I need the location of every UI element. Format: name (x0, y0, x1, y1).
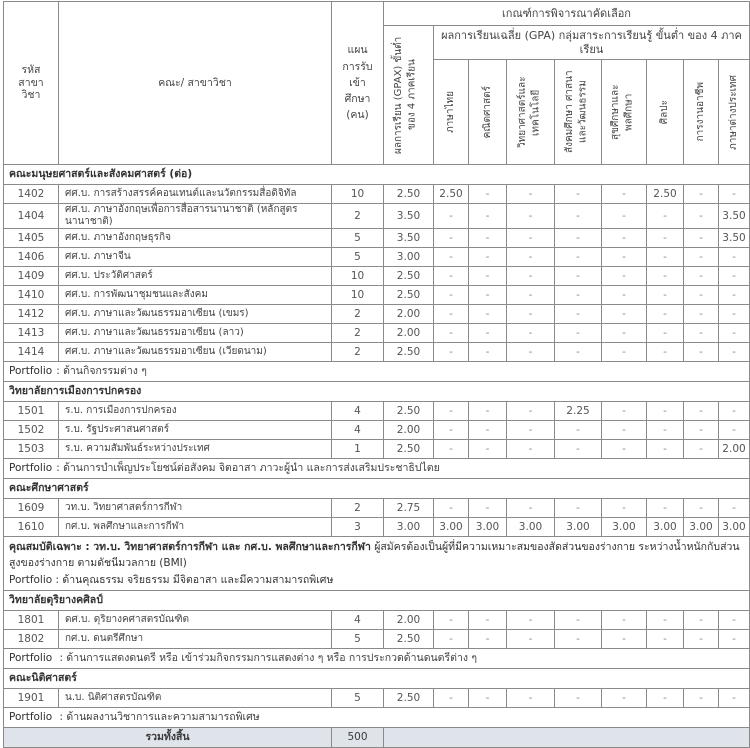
program-name: ร.บ. รัฐประศาสนศาสตร์ (59, 421, 332, 440)
min-subject-gpa: - (602, 688, 647, 707)
min-subject-gpa: - (434, 402, 469, 421)
min-subject-gpa: - (469, 610, 507, 629)
table-row (4, 499, 750, 518)
min-subject-gpa: - (602, 267, 647, 286)
min-gpax: 2.50 (384, 343, 434, 362)
admission-plan: 5 (332, 629, 384, 648)
min-subject-gpa: - (647, 324, 684, 343)
min-subject-gpa: - (507, 185, 555, 204)
table-row (4, 185, 750, 204)
admission-plan: 2 (332, 499, 384, 518)
min-subject-gpa: - (555, 305, 602, 324)
program-name: ศศ.บ. ภาษาอังกฤษธุรกิจ (59, 229, 332, 248)
header-gpa-group: ผลการเรียนเฉลี่ย (GPA) กลุ่มสาระการเรียนรู้ ขั้นต่ำ ของ 4 ภาคเรียน (434, 26, 750, 60)
min-subject-gpa: - (434, 229, 469, 248)
header-criteria: เกณฑ์การพิจารณาคัดเลือก (384, 2, 750, 26)
program-name: ศศ.บ. ภาษาและวัฒนธรรมอาเซียน (เขมร) (59, 305, 332, 324)
min-subject-gpa: - (684, 305, 719, 324)
min-subject-gpa: - (434, 305, 469, 324)
program-name: ศศ.บ. การสร้างสรรค์คอนเทนต์และนวัตกรรมสื่อดิจิทัล (59, 185, 332, 204)
min-subject-gpa: 2.50 (434, 185, 469, 204)
min-subject-gpa: - (555, 324, 602, 343)
min-subject-gpa: - (507, 248, 555, 267)
table-row (4, 267, 750, 286)
section-title: วิทยาลัยดุริยางคศิลป์ (4, 590, 750, 610)
table-row (4, 248, 750, 267)
min-gpax: 3.50 (384, 229, 434, 248)
min-subject-gpa: - (647, 421, 684, 440)
portfolio-row (4, 707, 750, 727)
min-subject-gpa: - (719, 185, 750, 204)
special-qualification (4, 537, 750, 591)
section-header (4, 382, 750, 402)
section-title: คณะศึกษาศาสตร์ (4, 479, 750, 499)
min-subject-gpa: 3.00 (507, 518, 555, 537)
min-subject-gpa: - (602, 229, 647, 248)
min-subject-gpa: - (719, 324, 750, 343)
min-subject-gpa: - (507, 267, 555, 286)
min-subject-gpa: - (602, 440, 647, 459)
portfolio (4, 362, 750, 382)
min-subject-gpa: - (469, 204, 507, 229)
min-subject-gpa: - (555, 499, 602, 518)
program-code: 1406 (4, 248, 59, 267)
program-code: 1404 (4, 204, 59, 229)
table-row (4, 343, 750, 362)
min-subject-gpa: - (719, 629, 750, 648)
header-subject-thai (434, 60, 469, 165)
min-subject-gpa: - (507, 421, 555, 440)
min-subject-gpa: - (719, 248, 750, 267)
min-subject-gpa: - (469, 185, 507, 204)
special-qualification-row (4, 537, 750, 591)
min-gpax: 3.50 (384, 204, 434, 229)
admission-plan: 2 (332, 305, 384, 324)
section-header (4, 668, 750, 688)
subject-label: ภาษาไทย (445, 91, 457, 133)
min-subject-gpa: - (684, 248, 719, 267)
min-subject-gpa: - (719, 688, 750, 707)
header-plan: แผน การรับ เข้า ศึกษา (คน) (332, 2, 384, 165)
program-code: 1610 (4, 518, 59, 537)
min-subject-gpa: - (719, 421, 750, 440)
min-subject-gpa: - (684, 204, 719, 229)
min-subject-gpa: - (434, 286, 469, 305)
min-subject-gpa: - (507, 688, 555, 707)
program-name: ร.บ. การเมืองการปกครอง (59, 402, 332, 421)
program-code: 1503 (4, 440, 59, 459)
min-subject-gpa: - (602, 324, 647, 343)
min-subject-gpa: 3.00 (647, 518, 684, 537)
min-subject-gpa: - (555, 421, 602, 440)
program-name: ศศ.บ. ภาษาและวัฒนธรรมอาเซียน (ลาว) (59, 324, 332, 343)
min-subject-gpa: 3.50 (719, 204, 750, 229)
min-subject-gpa: - (647, 229, 684, 248)
min-subject-gpa: - (684, 229, 719, 248)
min-gpax: 2.50 (384, 440, 434, 459)
section-header (4, 165, 750, 185)
min-subject-gpa: - (602, 343, 647, 362)
min-subject-gpa: - (555, 440, 602, 459)
program-code: 1414 (4, 343, 59, 362)
min-subject-gpa: - (434, 343, 469, 362)
subject-label: วิทยาศาสตร์และ เทคโนโลยี (516, 76, 541, 148)
min-subject-gpa: - (469, 305, 507, 324)
min-subject-gpa: - (555, 248, 602, 267)
min-subject-gpa: - (684, 440, 719, 459)
program-name: ศศ.บ. ภาษาอังกฤษเพื่อการสื่อสารนานาชาติ (หลักสูตรนานาชาติ) (59, 204, 332, 229)
portfolio-text: : ด้านคุณธรรม จริยธรรม มีจิตอาสา และมีความสามารถพิเศษ (52, 573, 334, 586)
portfolio-row (4, 362, 750, 382)
min-subject-gpa: - (469, 248, 507, 267)
section-title: คณะนิติศาสตร์ (4, 668, 750, 688)
portfolio (4, 707, 750, 727)
min-subject-gpa: - (434, 248, 469, 267)
min-gpax: 2.50 (384, 688, 434, 707)
min-subject-gpa: - (684, 402, 719, 421)
min-subject-gpa: - (507, 229, 555, 248)
min-gpax: 2.50 (384, 629, 434, 648)
section-header (4, 479, 750, 499)
min-subject-gpa: - (647, 402, 684, 421)
portfolio-row (4, 648, 750, 668)
min-subject-gpa: 2.00 (719, 440, 750, 459)
min-subject-gpa: - (434, 204, 469, 229)
min-subject-gpa: - (507, 629, 555, 648)
min-subject-gpa: - (469, 440, 507, 459)
section-header (4, 590, 750, 610)
min-subject-gpa: - (469, 229, 507, 248)
min-subject-gpa: - (602, 610, 647, 629)
min-subject-gpa: - (555, 629, 602, 648)
min-subject-gpa: - (684, 324, 719, 343)
min-subject-gpa: - (684, 286, 719, 305)
min-subject-gpa: - (719, 286, 750, 305)
admission-plan: 3 (332, 518, 384, 537)
min-subject-gpa: - (434, 421, 469, 440)
special-qualification-label: คุณสมบัติเฉพาะ : วท.บ. วิทยาศาสตร์การกีฬา และ กศ.บ. พลศึกษาและการกีฬา (9, 541, 371, 553)
min-subject-gpa: 2.50 (647, 185, 684, 204)
min-gpax: 2.50 (384, 402, 434, 421)
min-subject-gpa: - (469, 286, 507, 305)
program-name: กศ.บ. พลศึกษาและการกีฬา (59, 518, 332, 537)
header-subject-art (647, 60, 684, 165)
min-gpax: 3.00 (384, 518, 434, 537)
table-row (4, 688, 750, 707)
min-gpax: 2.50 (384, 185, 434, 204)
min-gpax: 2.00 (384, 324, 434, 343)
table-row (4, 305, 750, 324)
header-gpax-label: ผลการเรียน (GPAX) ขั้นต่ำ ของ 4 ภาคเรียน (392, 36, 417, 154)
program-code: 1409 (4, 267, 59, 286)
min-gpax: 2.00 (384, 305, 434, 324)
min-subject-gpa: - (469, 343, 507, 362)
min-subject-gpa: - (434, 610, 469, 629)
program-code: 1609 (4, 499, 59, 518)
min-subject-gpa: - (719, 343, 750, 362)
min-subject-gpa: - (434, 688, 469, 707)
min-subject-gpa: - (684, 499, 719, 518)
portfolio-label: Portfolio (9, 711, 53, 723)
table-row (4, 629, 750, 648)
min-subject-gpa: - (555, 267, 602, 286)
min-subject-gpa: - (555, 286, 602, 305)
subject-label: สังคมศึกษา ศาสนา และวัฒนธรรม (564, 70, 589, 154)
min-subject-gpa: - (602, 286, 647, 305)
total-label: รวมทั้งสิ้น (4, 727, 332, 747)
min-subject-gpa: - (507, 305, 555, 324)
program-name: น.บ. นิติศาสตรบัณฑิต (59, 688, 332, 707)
subject-label: ภาษาต่างประเทศ (728, 74, 740, 150)
portfolio-label: Portfolio (9, 573, 53, 586)
admission-plan: 10 (332, 267, 384, 286)
min-subject-gpa: - (507, 324, 555, 343)
min-subject-gpa: - (469, 499, 507, 518)
portfolio (4, 459, 750, 479)
min-subject-gpa: - (434, 629, 469, 648)
admission-plan: 10 (332, 185, 384, 204)
min-subject-gpa: - (602, 204, 647, 229)
min-subject-gpa: - (684, 421, 719, 440)
min-gpax: 2.50 (384, 267, 434, 286)
admission-plan: 5 (332, 688, 384, 707)
admission-plan: 5 (332, 248, 384, 267)
portfolio-row (4, 459, 750, 479)
min-subject-gpa: - (555, 185, 602, 204)
admission-plan: 2 (332, 204, 384, 229)
min-subject-gpa: - (469, 324, 507, 343)
min-subject-gpa: - (555, 229, 602, 248)
min-subject-gpa: - (507, 440, 555, 459)
header-subject-health (602, 60, 647, 165)
total-value: 500 (332, 727, 384, 747)
header-program: คณะ/ สาขาวิชา (59, 2, 332, 165)
min-subject-gpa: 3.00 (434, 518, 469, 537)
table-row (4, 421, 750, 440)
portfolio-label: Portfolio (9, 652, 53, 664)
min-subject-gpa: - (602, 402, 647, 421)
min-subject-gpa: - (647, 305, 684, 324)
min-subject-gpa: - (647, 688, 684, 707)
min-subject-gpa: - (507, 204, 555, 229)
min-subject-gpa: - (507, 610, 555, 629)
table-row (4, 286, 750, 305)
header-subject-foreign (719, 60, 750, 165)
header-subject-social (555, 60, 602, 165)
table-row (4, 324, 750, 343)
admission-plan: 4 (332, 402, 384, 421)
min-subject-gpa: - (719, 610, 750, 629)
min-subject-gpa: - (647, 440, 684, 459)
program-code: 1413 (4, 324, 59, 343)
section-title: วิทยาลัยการเมืองการปกครอง (4, 382, 750, 402)
portfolio-text: : ด้านกิจกรรมต่าง ๆ (56, 365, 147, 378)
min-subject-gpa: - (684, 185, 719, 204)
min-subject-gpa: - (719, 402, 750, 421)
min-subject-gpa: - (507, 499, 555, 518)
min-subject-gpa: - (434, 267, 469, 286)
subject-label: คณิตศาสตร์ (481, 85, 493, 139)
program-code: 1402 (4, 185, 59, 204)
min-subject-gpa: - (647, 286, 684, 305)
min-subject-gpa: - (555, 610, 602, 629)
min-subject-gpa: - (434, 440, 469, 459)
admission-plan: 10 (332, 286, 384, 305)
table-row (4, 204, 750, 229)
min-subject-gpa: 3.00 (684, 518, 719, 537)
min-subject-gpa: 3.00 (719, 518, 750, 537)
min-subject-gpa: - (469, 267, 507, 286)
min-subject-gpa: - (719, 499, 750, 518)
min-subject-gpa: - (602, 185, 647, 204)
program-name: วท.บ. วิทยาศาสตร์การกีฬา (59, 499, 332, 518)
subject-label: ศิลปะ (659, 99, 671, 125)
min-subject-gpa: - (647, 248, 684, 267)
program-name: ศศ.บ. ประวัติศาสตร์ (59, 267, 332, 286)
admission-criteria-table (3, 1, 750, 748)
min-subject-gpa: - (684, 267, 719, 286)
table-row (4, 610, 750, 629)
min-subject-gpa: - (647, 629, 684, 648)
admission-plan: 4 (332, 610, 384, 629)
min-subject-gpa: - (684, 629, 719, 648)
portfolio (4, 648, 750, 668)
min-subject-gpa: - (507, 402, 555, 421)
admission-plan: 5 (332, 229, 384, 248)
special-qualification-text: ผู้สมัครต้องเป็นผู้ที่มีความเหมาะสมของสัดส่วนของร่างกาย ระหว่างน้ำหนักกับส่วนสูงของร่างกาย ตามดัชนีมวลกาย (BMI) (9, 541, 740, 570)
table-body (4, 165, 750, 748)
min-gpax: 3.00 (384, 248, 434, 267)
total-row (4, 727, 750, 747)
min-gpax: 2.00 (384, 610, 434, 629)
min-subject-gpa: 3.00 (555, 518, 602, 537)
min-subject-gpa: - (469, 629, 507, 648)
program-name: ศศ.บ. ภาษาและวัฒนธรรมอาเซียน (เวียดนาม) (59, 343, 332, 362)
min-subject-gpa: 2.25 (555, 402, 602, 421)
table-row (4, 229, 750, 248)
portfolio-text: : ด้านการแสดงดนตรี หรือ เข้าร่วมกิจกรรมการแสดงต่าง ๆ หรือ การประกวดด้านดนตรีต่าง ๆ (56, 652, 477, 664)
min-gpax: 2.75 (384, 499, 434, 518)
table-row (4, 440, 750, 459)
min-subject-gpa: - (507, 343, 555, 362)
portfolio-text: : ด้านการบำเพ็ญประโยชน์ต่อสังคม จิตอาสา ภาวะผู้นำ และการส่งเสริมประชาธิปไตย (56, 462, 440, 475)
min-subject-gpa: - (469, 421, 507, 440)
program-code: 1410 (4, 286, 59, 305)
min-subject-gpa: - (602, 248, 647, 267)
admission-plan: 4 (332, 421, 384, 440)
program-code: 1802 (4, 629, 59, 648)
admission-plan: 2 (332, 343, 384, 362)
min-subject-gpa: - (507, 286, 555, 305)
min-subject-gpa: 3.00 (602, 518, 647, 537)
admission-plan: 2 (332, 324, 384, 343)
min-subject-gpa: - (602, 421, 647, 440)
portfolio-label: Portfolio (9, 365, 53, 378)
program-code: 1501 (4, 402, 59, 421)
min-subject-gpa: 3.00 (469, 518, 507, 537)
min-subject-gpa: - (469, 402, 507, 421)
program-code: 1405 (4, 229, 59, 248)
min-subject-gpa: - (647, 267, 684, 286)
min-subject-gpa: - (647, 499, 684, 518)
admission-plan: 1 (332, 440, 384, 459)
min-subject-gpa: - (647, 204, 684, 229)
min-gpax: 2.00 (384, 421, 434, 440)
min-gpax: 2.50 (384, 286, 434, 305)
subject-label: การงานอาชีพ (695, 82, 707, 142)
program-name: ดศ.บ. ดุริยางคศาสตรบัณฑิต (59, 610, 332, 629)
header-subject-career (684, 60, 719, 165)
min-subject-gpa: - (684, 343, 719, 362)
header-subject-math (469, 60, 507, 165)
portfolio-text: : ด้านผลงานวิชาการและความสามารถพิเศษ (56, 711, 260, 723)
min-subject-gpa: - (719, 267, 750, 286)
table-row (4, 518, 750, 537)
min-subject-gpa: - (602, 499, 647, 518)
section-title: คณะมนุษยศาสตร์และสังคมศาสตร์ (ต่อ) (4, 165, 750, 185)
portfolio-label: Portfolio (9, 462, 53, 475)
min-subject-gpa: - (647, 610, 684, 629)
table-row (4, 402, 750, 421)
program-code: 1412 (4, 305, 59, 324)
min-subject-gpa: - (555, 204, 602, 229)
min-subject-gpa: - (434, 499, 469, 518)
min-subject-gpa: 3.50 (719, 229, 750, 248)
min-subject-gpa: - (647, 343, 684, 362)
min-subject-gpa: - (684, 610, 719, 629)
program-name: ศศ.บ. ภาษาจีน (59, 248, 332, 267)
program-name: กศ.บ. ดนตรีศึกษา (59, 629, 332, 648)
min-subject-gpa: - (555, 343, 602, 362)
min-subject-gpa: - (555, 688, 602, 707)
program-code: 1502 (4, 421, 59, 440)
program-code: 1901 (4, 688, 59, 707)
program-code: 1801 (4, 610, 59, 629)
total-empty (384, 727, 750, 747)
min-subject-gpa: - (684, 688, 719, 707)
min-subject-gpa: - (469, 688, 507, 707)
program-name: ร.บ. ความสัมพันธ์ระหว่างประเทศ (59, 440, 332, 459)
header-code: รหัส สาขาวิชา (4, 2, 59, 165)
min-subject-gpa: - (434, 324, 469, 343)
header-subject-science (507, 60, 555, 165)
header-gpax (384, 26, 434, 165)
portfolio-line (9, 572, 744, 588)
program-name: ศศ.บ. การพัฒนาชุมชนและสังคม (59, 286, 332, 305)
min-subject-gpa: - (719, 305, 750, 324)
min-subject-gpa: - (602, 629, 647, 648)
min-subject-gpa: - (602, 305, 647, 324)
subject-label: สุขศึกษาและ พลศึกษา (610, 84, 635, 140)
